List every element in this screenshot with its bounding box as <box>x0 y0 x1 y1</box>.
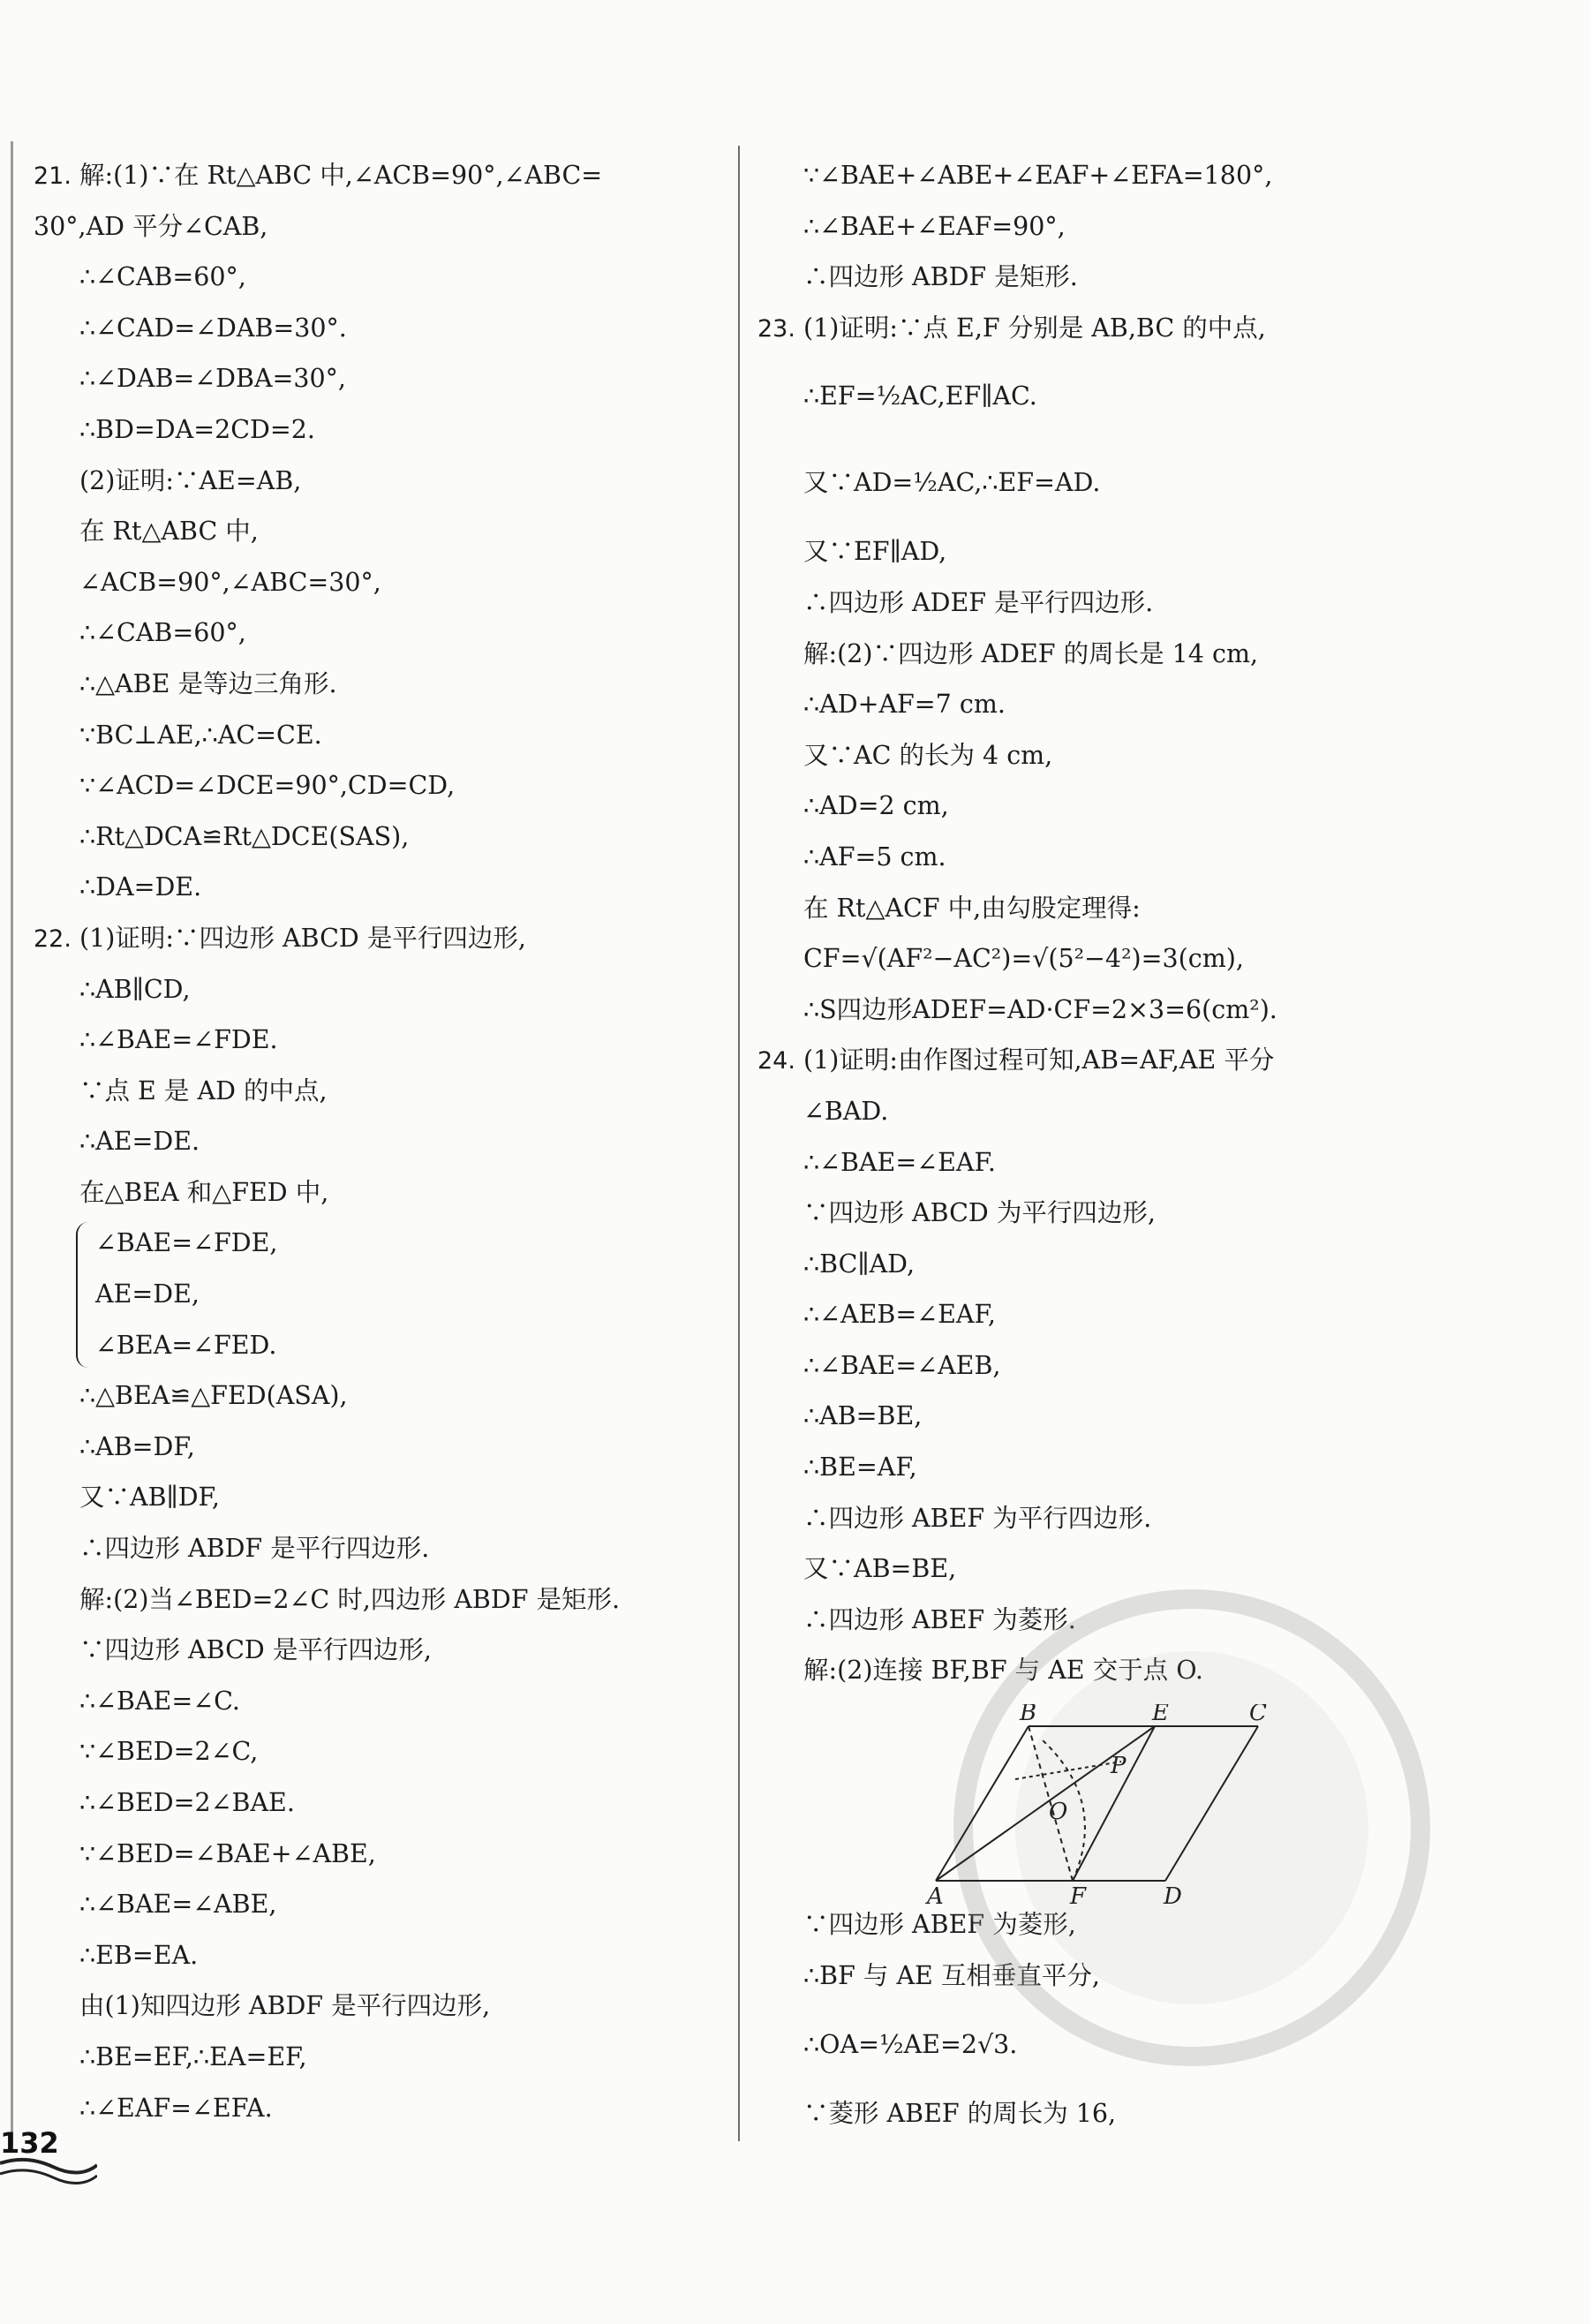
right-line <box>757 1340 1552 1392</box>
right-line <box>757 1899 1552 1950</box>
line-text: ∴BF 与 AE 互相垂直平分, <box>803 1961 1100 1990</box>
line-text: 又∵AB=BE, <box>803 1554 957 1584</box>
left-line <box>34 811 731 863</box>
left-line <box>34 1370 731 1422</box>
line-text: (1)证明:∵四边形 ABCD 是平行四边形, <box>71 923 526 953</box>
right-line <box>757 526 1552 577</box>
right-line <box>757 1645 1552 1696</box>
left-line <box>34 1829 731 1880</box>
line-text: ∵菱形 ABEF 的周长为 16, <box>803 2098 1117 2128</box>
left-line <box>34 1726 731 1777</box>
line-text: ∴四边形 ADEF 是平行四边形. <box>803 587 1154 617</box>
right-line <box>757 2088 1552 2139</box>
right-line <box>757 730 1552 781</box>
line-text: 在△BEA 和△FED 中, <box>79 1177 329 1207</box>
line-text: 解:(2)当∠BED=2∠C 时,四边形 ABDF 是矩形. <box>79 1584 621 1614</box>
left-line <box>34 557 731 608</box>
line-text: 又∵AD=½AC,∴EF=AD. <box>803 468 1101 498</box>
line-text: ∴四边形 ABDF 是矩形. <box>803 262 1078 292</box>
line-text: ∴AB=DF, <box>79 1431 195 1461</box>
right-line <box>757 150 1552 201</box>
left-line <box>34 1523 731 1574</box>
line-text: ∠BAD. <box>803 1096 889 1126</box>
right-line <box>757 303 1552 354</box>
label-A: A <box>927 1883 944 1907</box>
left-line <box>34 1015 731 1066</box>
left-line <box>34 1879 731 1930</box>
segment-AB <box>936 1726 1029 1881</box>
line-text: ∴OA=½AE=2√3. <box>803 2029 1018 2059</box>
question-number: 22. <box>34 924 72 953</box>
line-text: 又∵AB∥DF, <box>79 1483 220 1513</box>
right-line <box>757 1391 1552 1442</box>
right-line <box>757 933 1552 985</box>
right-line <box>757 781 1552 832</box>
segment-AE <box>936 1726 1155 1881</box>
line-text: ∴AD=2 cm, <box>803 791 949 821</box>
left-line <box>34 1981 731 2032</box>
left-line <box>34 607 731 659</box>
right-line <box>757 1493 1552 1544</box>
left-line <box>34 1116 731 1167</box>
right-line <box>757 577 1552 629</box>
line-text: ∠ACB=90°,∠ABC=30°, <box>79 567 381 597</box>
left-column <box>34 150 731 2133</box>
segment-DC <box>1165 1726 1258 1881</box>
line-text: AE=DE, <box>95 1279 200 1309</box>
line-text: ∵∠BED=2∠C, <box>79 1737 259 1767</box>
right-line <box>757 2002 1552 2088</box>
right-line <box>757 252 1552 303</box>
right-line <box>757 440 1552 526</box>
line-text: ∴四边形 ABEF 为平行四边形. <box>803 1503 1152 1533</box>
left-line <box>34 1472 731 1523</box>
left-line <box>34 1930 731 1981</box>
right-line <box>757 353 1552 440</box>
left-line <box>34 964 731 1015</box>
line-text: ∴BD=DA=2CD=2. <box>79 414 315 444</box>
system-brace <box>76 1222 97 1368</box>
label-E: E <box>1152 1704 1169 1726</box>
left-line <box>34 2032 731 2083</box>
line-text: ∴Rt△DCA≌Rt△DCE(SAS), <box>79 821 410 851</box>
line-text: ∴∠BED=2∠BAE. <box>79 1788 295 1817</box>
line-text: ∴BE=AF, <box>803 1452 917 1483</box>
right-line <box>757 985 1552 1036</box>
right-line <box>757 1543 1552 1595</box>
right-line <box>757 679 1552 730</box>
line-text: ∴EB=EA. <box>79 1940 199 1970</box>
left-line <box>34 862 731 913</box>
right-line <box>757 1289 1552 1340</box>
line-text: 解:(2)连接 BF,BF 与 AE 交于点 O. <box>803 1656 1203 1686</box>
line-text: ∴S四边形ADEF=AD·CF=2×3=6(cm²). <box>803 994 1277 1024</box>
left-line <box>34 913 731 964</box>
line-text: ∴AB∥CD, <box>79 974 191 1004</box>
line-text: CF=√(AF²−AC²)=√(5²−4²)=3(cm), <box>803 944 1244 974</box>
left-line <box>34 404 731 456</box>
page-number: 132 <box>0 2126 59 2160</box>
line-text: ∴四边形 ABDF 是平行四边形. <box>79 1534 430 1564</box>
line-text: ∵四边形 ABCD 为平行四边形, <box>803 1198 1156 1228</box>
line-text: 在 Rt△ACF 中,由勾股定理得: <box>803 893 1141 923</box>
left-line <box>34 1269 731 1320</box>
label-B: B <box>1020 1704 1037 1726</box>
line-text: ∴△BEA≌△FED(ASA), <box>79 1381 348 1411</box>
line-text: (1)证明:由作图过程可知,AB=AF,AE 平分 <box>795 1045 1275 1075</box>
line-text: ∴BC∥AD, <box>803 1249 916 1279</box>
line-text: ∠BEA=∠FED. <box>95 1330 277 1360</box>
line-text: ∴∠CAD=∠DAB=30°. <box>79 313 347 343</box>
line-text: ∴∠BAE=∠FDE. <box>79 1025 278 1055</box>
wave-ornament-icon <box>0 2154 97 2190</box>
line-text: ∵∠BED=∠BAE+∠ABE, <box>79 1838 376 1868</box>
left-line <box>34 252 731 303</box>
question-number: 23. <box>757 314 795 343</box>
line-text: ∵∠ACD=∠DCE=90°,CD=CD, <box>79 771 456 801</box>
column-divider <box>738 146 740 2141</box>
line-text: ∴∠DAB=∠DBA=30°, <box>79 364 346 394</box>
left-line <box>34 1777 731 1829</box>
line-text: ∴∠EAF=∠EFA. <box>79 2093 273 2123</box>
line-text: ∴∠BAE=∠EAF. <box>803 1147 996 1177</box>
left-line <box>34 659 731 710</box>
line-text: ∵∠BAE+∠ABE+∠EAF+∠EFA=180°, <box>803 161 1273 190</box>
line-text: 又∵AC 的长为 4 cm, <box>803 740 1053 770</box>
right-line <box>757 832 1552 883</box>
line-text: ∴∠CAB=60°, <box>79 618 246 648</box>
line-text: ∴∠CAB=60°, <box>79 262 246 292</box>
line-text: 解:(1)∵在 Rt△ABC 中,∠ACB=90°,∠ABC= <box>71 161 603 190</box>
line-text: ∴∠BAE=∠AEB, <box>803 1350 1001 1380</box>
line-text: ∴∠AEB=∠EAF, <box>803 1300 996 1330</box>
left-line <box>34 1625 731 1676</box>
left-line <box>34 303 731 354</box>
right-line <box>757 1595 1552 1646</box>
line-text: ∴四边形 ABEF 为菱形. <box>803 1604 1076 1634</box>
right-line <box>757 1239 1552 1290</box>
line-text: ∴BE=EF,∴EA=EF, <box>79 2041 307 2071</box>
segment-EF <box>1073 1726 1155 1881</box>
left-line <box>34 1218 731 1269</box>
line-text: ∠BAE=∠FDE, <box>95 1228 278 1258</box>
line-text: 解:(2)∵四边形 ADEF 的周长是 14 cm, <box>803 638 1259 668</box>
label-F: F <box>1070 1883 1087 1907</box>
line-text: (2)证明:∵AE=AB, <box>79 465 302 495</box>
question-number: 21. <box>34 162 72 190</box>
line-text: 由(1)知四边形 ABDF 是平行四边形, <box>79 1991 491 2021</box>
left-line <box>34 1676 731 1727</box>
left-line <box>34 1320 731 1371</box>
right-line <box>757 1442 1552 1493</box>
line-text: ∴∠BAE=∠ABE, <box>79 1890 277 1920</box>
line-text: ∴DA=DE. <box>79 872 202 902</box>
left-line <box>34 760 731 811</box>
line-text: ∴AF=5 cm. <box>803 841 946 872</box>
left-line <box>34 456 731 507</box>
right-line <box>757 1188 1552 1239</box>
right-line <box>757 201 1552 253</box>
label-P: P <box>1111 1753 1127 1779</box>
question-number: 24. <box>757 1047 795 1075</box>
left-line <box>34 710 731 761</box>
left-line <box>34 506 731 557</box>
left-line <box>34 1167 731 1219</box>
label-O: O <box>1049 1799 1068 1825</box>
left-line <box>34 1574 731 1626</box>
line-text: ∴∠BAE+∠EAF=90°, <box>803 211 1066 241</box>
left-line <box>34 2083 731 2134</box>
line-text: ∵BC⊥AE,∴AC=CE. <box>79 720 322 750</box>
left-line <box>34 353 731 404</box>
line-text: ∵点 E 是 AD 的中点, <box>79 1075 328 1105</box>
left-line <box>34 150 731 201</box>
right-line <box>757 1950 1552 2002</box>
line-text: (1)证明:∵点 E,F 分别是 AB,BC 的中点, <box>795 313 1266 343</box>
label-C: C <box>1249 1704 1267 1726</box>
page-edge-border <box>11 141 13 2146</box>
right-line <box>757 1137 1552 1188</box>
line-text: ∴AE=DE. <box>79 1127 200 1157</box>
label-D: D <box>1164 1883 1182 1907</box>
line-text: ∴∠BAE=∠C. <box>79 1686 240 1716</box>
left-line <box>34 1422 731 1473</box>
line-text: 在 Rt△ABC 中, <box>79 517 259 547</box>
rhombus-figure <box>918 1704 1289 1907</box>
line-text: ∴EF=½AC,EF∥AC. <box>803 381 1037 411</box>
line-text: ∴△ABE 是等边三角形. <box>79 668 337 698</box>
left-line <box>34 1066 731 1117</box>
line-text: ∴AB=BE, <box>803 1401 923 1431</box>
line-text: 又∵EF∥AD, <box>803 537 947 567</box>
right-line <box>757 1086 1552 1137</box>
right-line <box>757 883 1552 934</box>
line-text: 30°,AD 平分∠CAB, <box>34 211 268 241</box>
line-text: ∵四边形 ABCD 是平行四边形, <box>79 1635 432 1665</box>
right-line <box>757 1035 1552 1086</box>
left-line <box>34 201 731 253</box>
line-text: ∵四边形 ABEF 为菱形, <box>803 1910 1076 1940</box>
right-line <box>757 629 1552 680</box>
line-text: ∴AD+AF=7 cm. <box>803 690 1006 720</box>
